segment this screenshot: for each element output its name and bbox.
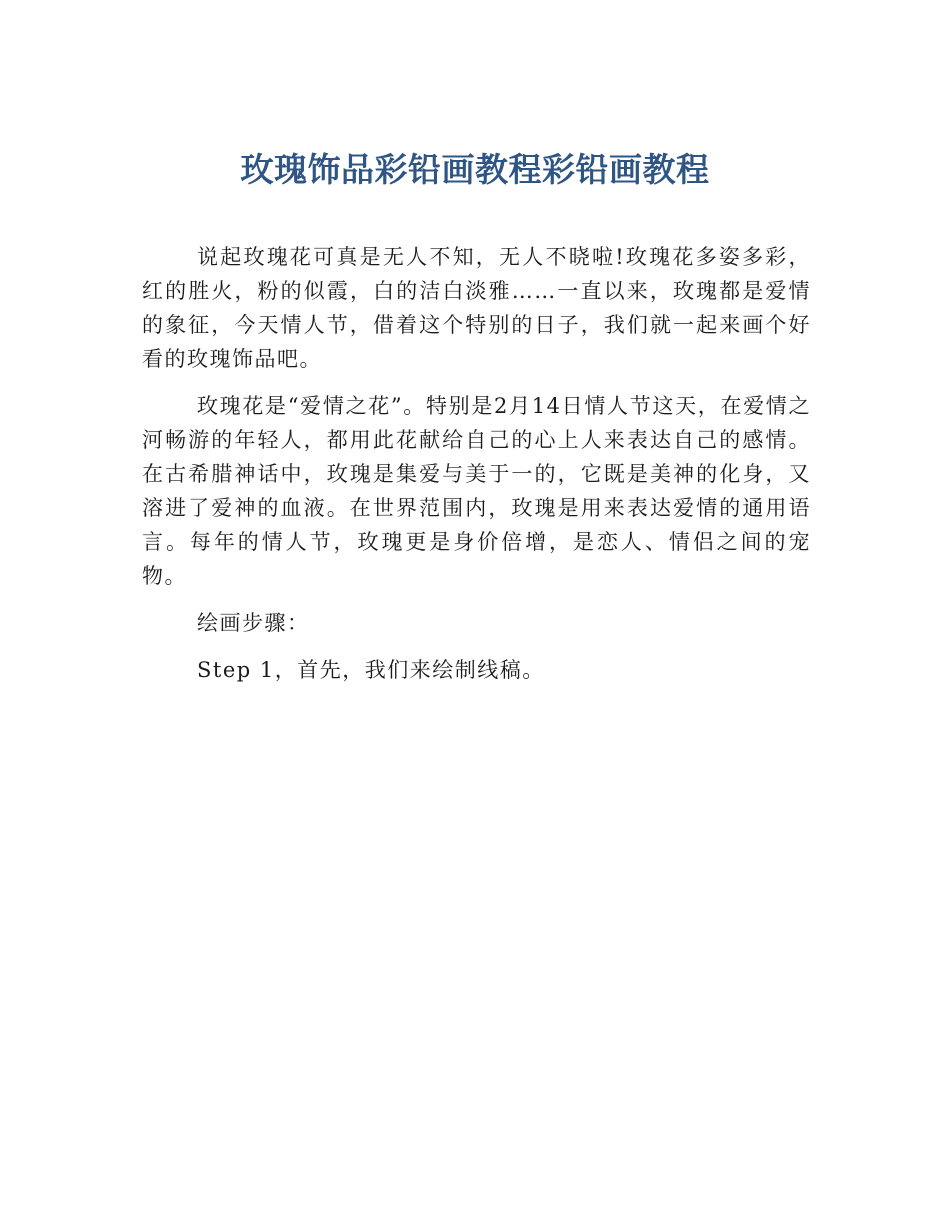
paragraph-rose-meaning: 玫瑰花是“爱情之花”。特别是2月14日情人节这天，在爱情之河畅游的年轻人，都用此花献给自己的心上人来表达自己的感情。在古希腊神话中，玫瑰是集爱与美于一的，它既是美神的化身，又溶进了爱神的血液。在世界范围内，玫瑰是用来表达爱情的通用语言。每年的情人节，玫瑰更是身价倍增，是恋人、情侣之间的宠物。 — [142, 394, 811, 588]
document-body — [142, 240, 811, 700]
paragraph-step-1: Step 1，首先，我们来绘制线稿。 — [197, 658, 545, 682]
paragraph-steps-heading: 绘画步骤： — [197, 611, 310, 635]
document-title: 玫瑰饰品彩铅画教程彩铅画教程 — [240, 150, 710, 189]
paragraph-intro: 说起玫瑰花可真是无人不知，无人不晓啦!玫瑰花多姿多彩，红的胜火，粉的似霞，白的洁白淡雅……一直以来，玫瑰都是爱情的象征，今天情人节，借着这个特别的日子，我们就一起来画个好看的玫瑰饰品吧。 — [142, 245, 811, 371]
